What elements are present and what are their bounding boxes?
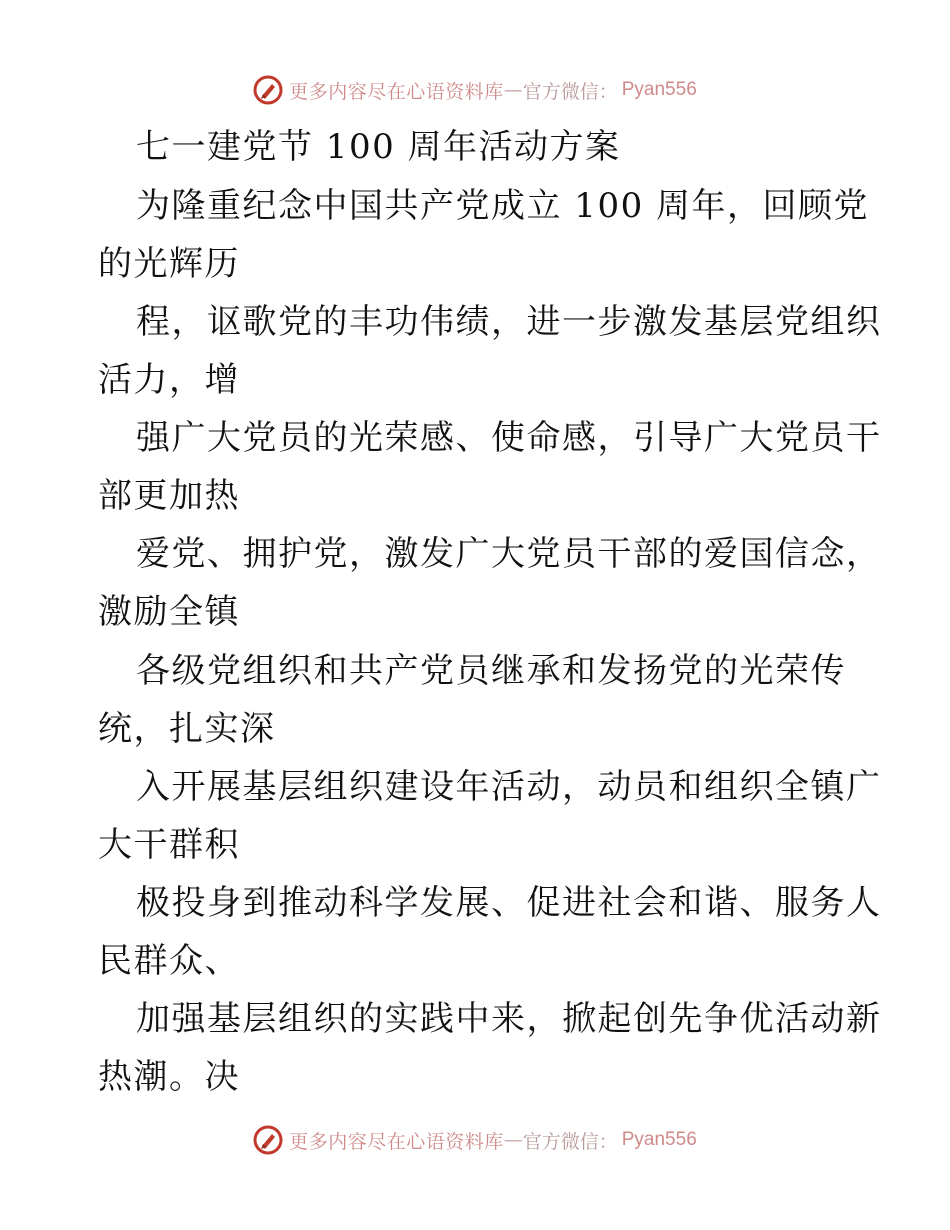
document-line: 的光辉历 <box>98 244 240 284</box>
document-line: 入开展基层组织建设年活动，动员和组织全镇广 <box>136 767 882 807</box>
document-line: 加强基层组织的实践中来，掀起创先争优活动新 <box>136 999 882 1039</box>
document-line: 强广大党员的光荣感、使命感，引导广大党员干 <box>136 418 882 458</box>
document-line: 极投身到推动科学发展、促进社会和谐、服务人 <box>136 883 882 923</box>
document-line: 大干群积 <box>98 825 240 865</box>
document-line: 部更加热 <box>98 476 240 516</box>
watermark-separator: — <box>503 1129 523 1151</box>
document-line: 活力，增 <box>98 360 240 400</box>
header-watermark <box>0 70 950 110</box>
document-line: 程，讴歌党的丰功伟绩，进一步激发基层党组织 <box>136 302 882 342</box>
watermark-text: 更多内容尽在心语资料库 <box>289 1130 504 1153</box>
pen-logo-icon <box>253 1125 283 1155</box>
pen-logo-icon <box>253 75 283 105</box>
watermark-wechat-label: 官方微信： <box>522 80 618 103</box>
document-line: 为隆重纪念中国共产党成立 100 周年，回顾党 <box>136 186 870 226</box>
watermark-wechat-label: 官方微信： <box>522 1130 618 1153</box>
footer-watermark <box>0 1120 950 1160</box>
document-line: 民群众、 <box>98 941 240 981</box>
document-title: 七一建党节 100 周年活动方案 <box>136 127 621 167</box>
document-line: 统，扎实深 <box>98 709 276 749</box>
watermark-separator: — <box>503 79 523 101</box>
watermark-wechat-id: Pyan556 <box>621 1129 697 1150</box>
watermark-wechat-id: Pyan556 <box>621 79 697 100</box>
document-line: 热潮。决 <box>98 1057 240 1097</box>
watermark-text: 更多内容尽在心语资料库 <box>289 80 504 103</box>
document-line: 爱党、拥护党，激发广大党员干部的爱国信念， <box>136 534 882 574</box>
document-line: 各级党组织和共产党员继承和发扬党的光荣传 <box>136 651 846 691</box>
document-line: 激励全镇 <box>98 592 240 632</box>
